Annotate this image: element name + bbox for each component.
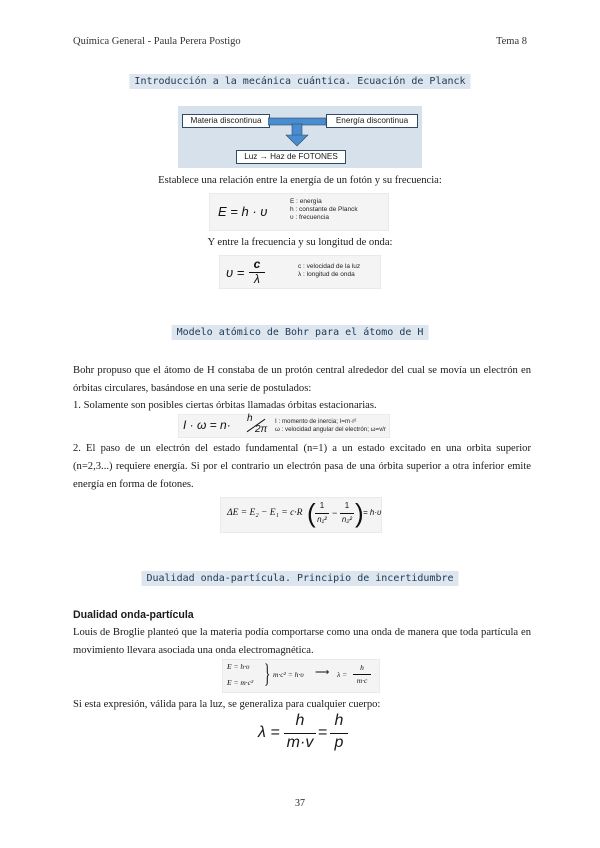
bohr-eq1-den: 2π [255, 424, 268, 435]
system-eq-1: E = h·υ [227, 662, 250, 671]
minus-sign: − [332, 508, 338, 518]
dualidad-paragraph-1: Louis de Broglie planteó que la materia podía comportarse como una onda de manera que toda partícula en movimiento llevara asociada una onda electromagnética. [73, 627, 531, 656]
bohr-paragraph-1: Bohr propuso que el átomo de H constaba de un protón central alrededor del cual se movía un electrón en órbitas circulares, basándose en una serie de postulados: [73, 365, 531, 394]
frequency-eq-num: c [253, 257, 261, 271]
fraction-bar [340, 513, 354, 514]
planck-legend-v: υ : frecuencia [290, 214, 329, 221]
big-eq-num2: h [334, 712, 344, 729]
bohr-quantization-box [178, 414, 390, 438]
frequency-legend-c: c : velocidad de la luz [298, 263, 361, 270]
paren-left: ( [307, 498, 316, 528]
big-eq-den1: m·v [286, 734, 314, 751]
big-eq-den2: p [334, 734, 344, 751]
paren-right: ) [355, 498, 364, 528]
implies-arrow-icon: ⟶ [315, 667, 330, 678]
big-eq-num1: h [295, 712, 305, 729]
page-number: 37 [295, 798, 305, 809]
frac-a-den: n₁² [317, 515, 327, 524]
header-topic: Tema 8 [495, 36, 527, 47]
frequency-eq-left: υ = [226, 265, 245, 280]
bohr-eq2-tail: = h·υ [363, 508, 382, 517]
dualidad-subtitle: Dualidad onda-partícula [73, 609, 194, 621]
frac-b-den: n₂² [341, 515, 353, 524]
bohr-eq2: ΔE = E₂ − E₁ = c·R [227, 508, 303, 518]
planck-legend-e: E : energía [290, 198, 322, 205]
system-eq-2: E = m·c² [227, 678, 254, 687]
bohr-legend-i: I : momento de inercia; I=m·r² [275, 418, 357, 425]
section-title-dualidad: Dualidad onda-partícula. Principio de incertidumbre [141, 571, 458, 586]
section-title-bohr: Modelo atómico de Bohr para el átomo de H [172, 325, 429, 340]
bohr-postulate-1: 1. Solamente son posibles ciertas órbitas llamadas órbitas estacionarias. [73, 400, 377, 411]
de-broglie-derivation-box [222, 659, 380, 693]
section-title-planck: Introducción a la mecánica cuántica. Ecuación de Planck [129, 74, 470, 89]
de-broglie-equation [258, 712, 358, 754]
bohr-energy-box [220, 497, 382, 533]
bohr-eq1-num: h [247, 413, 253, 424]
diagram-box-luz: Luz → Haz de FOTONES [236, 150, 346, 164]
frac-a-num: 1 [319, 501, 325, 510]
merge-arrow-icon [268, 116, 328, 148]
planck-legend-h: h : constante de Planck [290, 206, 358, 213]
lambda-result-den: m·c [356, 676, 368, 685]
planck-equation: E = h · υ [218, 204, 268, 219]
planck-intro: Establece una relación entre la energía de un fotón y su frecuencia: [158, 175, 442, 186]
system-brace: } [264, 659, 271, 688]
frequency-legend-lambda: λ : longitud de onda [298, 271, 355, 278]
diagram-box-energia: Energía discontinua [326, 114, 418, 128]
diagram-box-materia: Materia discontinua [182, 114, 270, 128]
bohr-eq1: I · ω = n· [183, 418, 231, 432]
header-title: Química General - Paula Perera Postigo [73, 36, 241, 47]
big-eq-lambda: λ = [258, 724, 280, 741]
dualidad-paragraph-2: Si esta expresión, válida para la luz, se generaliza para cualquier cuerpo: [73, 699, 381, 710]
frequency-equation-box [219, 255, 381, 289]
frequency-intro: Y entre la frecuencia y su longitud de onda: [207, 237, 393, 248]
fraction-bar [315, 513, 329, 514]
lambda-result-num: h [360, 663, 364, 672]
frac-b-num: 1 [344, 501, 350, 510]
bohr-legend-omega: ω : velocidad angular del electrón; ω=v/r [275, 426, 386, 433]
concept-diagram [178, 106, 422, 168]
fraction-bar [353, 674, 371, 675]
big-eq-equals: = [318, 724, 328, 741]
lambda-result-left: λ = [337, 670, 348, 679]
system-combined: m·c² = h·υ [273, 670, 304, 679]
frequency-eq-den: λ [254, 272, 260, 286]
bohr-postulate-2: 2. El paso de un electrón del estado fundamental (n=1) a un estado excitado en una orbita superior (n=2,3...) requiere energía. Si por el contrario un electrón pasa de una órbita superior a otra inferior emite energía en forma de fotones. [73, 443, 531, 490]
planck-equation-box [209, 193, 389, 231]
